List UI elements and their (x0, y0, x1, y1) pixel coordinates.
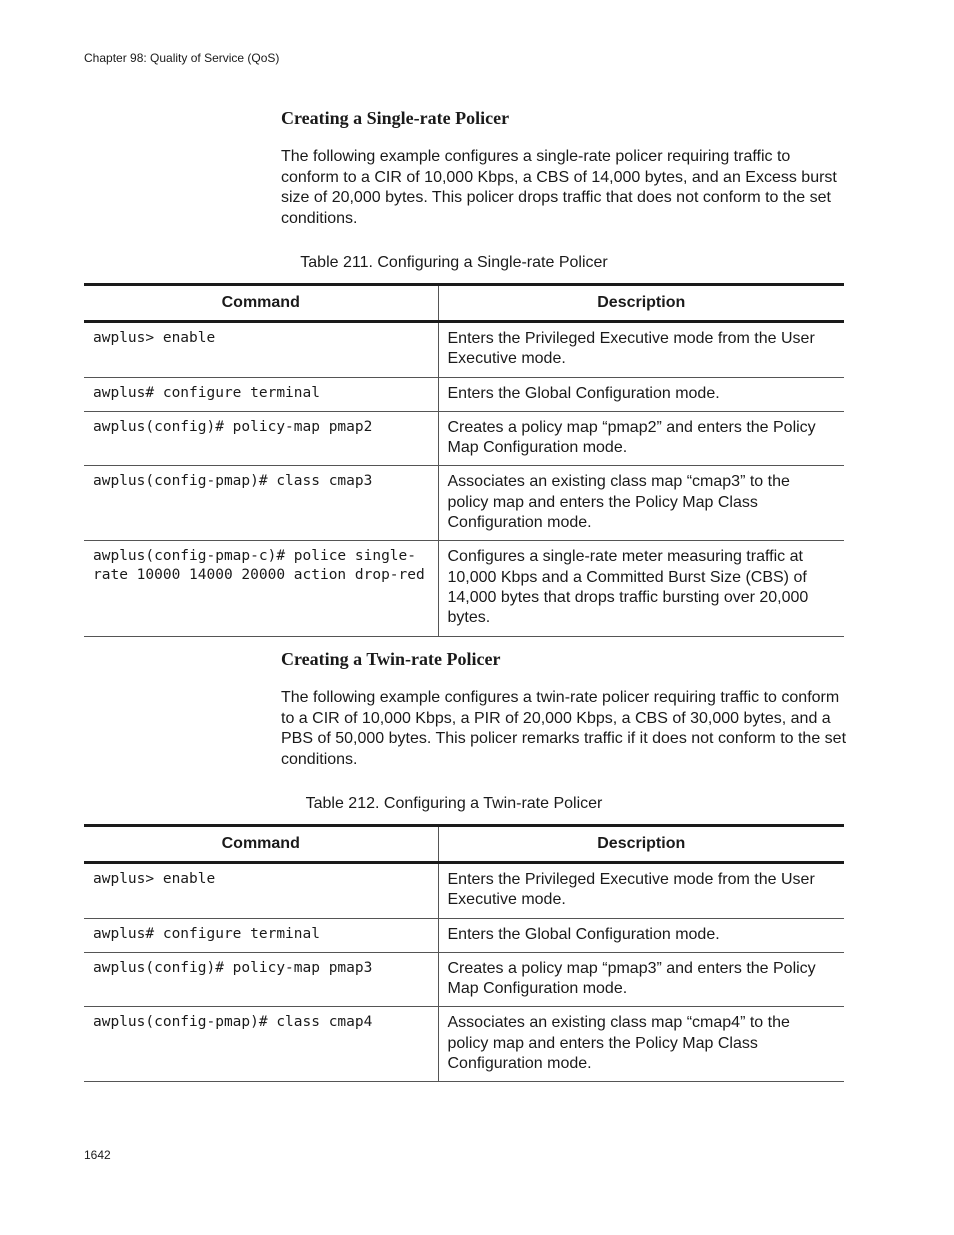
table-caption-text: Table 211. Configuring a Single-rate Policer (300, 254, 608, 271)
table-row (84, 322, 844, 378)
table-row (84, 377, 844, 411)
twin-rate-policer-table (84, 824, 844, 1082)
description-cell: Associates an existing class map “cmap4” to the policy map and enters the Policy Map Class Configuration mode. (438, 1007, 844, 1082)
page-number: 1642 (84, 1148, 111, 1162)
table-row (84, 863, 844, 919)
description-cell: Enters the Global Configuration mode. (438, 377, 844, 411)
command-cell: awplus(config)# policy-map pmap3 (84, 952, 438, 1007)
description-cell: Associates an existing class map “cmap3” to the policy map and enters the Policy Map Class Configuration mode. (438, 466, 844, 541)
column-header-description: Description (438, 285, 844, 322)
command-cell: awplus(config)# policy-map pmap2 (84, 411, 438, 466)
column-header-command: Command (84, 285, 438, 322)
command-cell: awplus(config-pmap)# class cmap3 (84, 466, 438, 541)
description-cell: Enters the Privileged Executive mode from the User Executive mode. (438, 322, 844, 378)
table-row (84, 918, 844, 952)
description-cell: Enters the Global Configuration mode. (438, 918, 844, 952)
command-cell: awplus(config-pmap)# class cmap4 (84, 1007, 438, 1082)
description-cell: Enters the Privileged Executive mode from the User Executive mode. (438, 863, 844, 919)
table-row (84, 411, 844, 466)
description-cell: Creates a policy map “pmap2” and enters the Policy Map Configuration mode. (438, 411, 844, 466)
table-row (84, 952, 844, 1007)
command-cell: awplus> enable (84, 322, 438, 378)
table-header-row (84, 285, 844, 322)
command-cell: awplus# configure terminal (84, 377, 438, 411)
table-row (84, 466, 844, 541)
table-caption-text: Table 212. Configuring a Twin-rate Policer (305, 795, 603, 812)
column-header-command: Command (84, 826, 438, 863)
section-paragraph-single-rate: The following example configures a single-rate policer requiring traffic to conform to a CIR of 10,000 Kbps, a CBS of 14,000 bytes, and an Excess burst size of 20,000 bytes. This policer drops traffic that does not conform to the set conditions. (281, 148, 837, 227)
table-caption-212 (84, 795, 844, 813)
command-cell: awplus> enable (84, 863, 438, 919)
section-title-twin-rate: Creating a Twin-rate Policer (281, 649, 501, 669)
table-caption-211 (84, 254, 844, 272)
table-row (84, 1007, 844, 1082)
column-header-description: Description (438, 826, 844, 863)
section-paragraph-twin-rate: The following example configures a twin-rate policer requiring traffic to conform to a CIR of 10,000 Kbps, a PIR of 20,000 Kbps, a CBS of 30,000 bytes, and a PBS of 50,000 bytes. This policer remarks traffic if it does not conform to the set conditions. (281, 689, 847, 768)
section-title-single-rate: Creating a Single-rate Policer (281, 108, 510, 128)
command-cell: awplus(config-pmap-c)# police single-rate 10000 14000 20000 action drop-red (84, 541, 438, 636)
table-row (84, 541, 844, 636)
description-cell: Creates a policy map “pmap3” and enters the Policy Map Configuration mode. (438, 952, 844, 1007)
chapter-header: Chapter 98: Quality of Service (QoS) (84, 51, 280, 65)
table-header-row (84, 826, 844, 863)
single-rate-policer-table (84, 283, 844, 637)
description-cell: Configures a single-rate meter measuring traffic at 10,000 Kbps and a Committed Burst Size (CBS) of 14,000 bytes that drops traffic bursting over 20,000 bytes. (438, 541, 844, 636)
command-cell: awplus# configure terminal (84, 918, 438, 952)
